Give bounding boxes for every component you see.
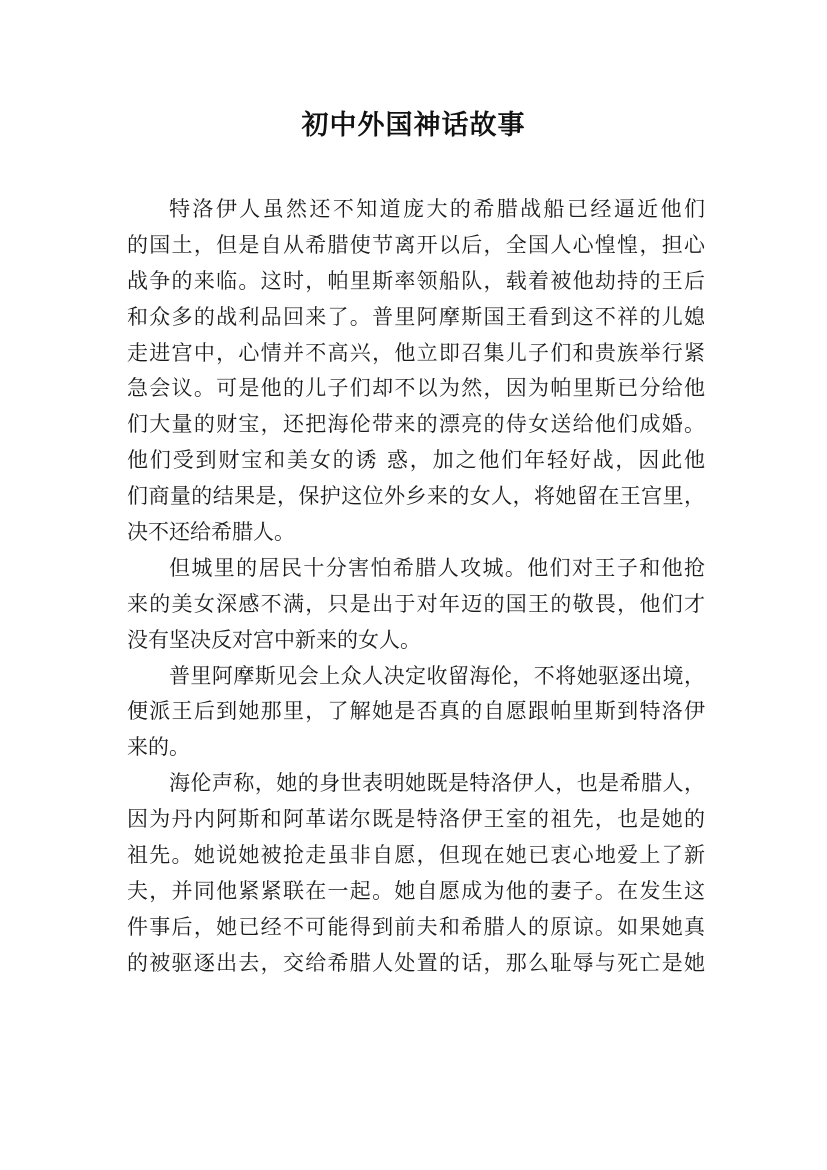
text-line: 战争的来临。这时，帕里斯率领船队，载着被他劫持的王后 [127, 268, 705, 293]
text-line: 特洛伊人虽然还不知道庞大的希腊战船已经逼近他们 [169, 197, 705, 221]
text-line: 决不还给希腊人。 [127, 520, 295, 545]
text-line: 们大量的财宝，还把海伦带来的漂亮的侍女送给他们成婚。 [127, 412, 705, 437]
text-line: 他们受到财宝和美女的诱 惑，加之他们年轻好战，因此他 [127, 448, 705, 473]
text-line: 祖先。她说她被抢走虽非自愿，但现在她已衷心地爱上了新 [127, 843, 705, 868]
text-line: 件事后，她已经不可能得到前夫和希腊人的原谅。如果她真 [127, 914, 705, 939]
text-line: 但城里的居民十分害怕希腊人攻城。他们对王子和他抢 [169, 555, 705, 580]
text-line: 们商量的结果是，保护这位外乡来的女人，将她留在王宫里， [127, 484, 705, 509]
text-line: 夫，并同他紧紧联在一起。她自愿成为他的妻子。在发生这 [127, 878, 705, 903]
text-line: 没有坚决反对宫中新来的女人。 [127, 627, 421, 652]
text-line: 便派王后到她那里，了解她是否真的自愿跟帕里斯到特洛伊 [127, 699, 705, 724]
text-line: 因为丹内阿斯和阿革诺尔既是特洛伊王室的祖先，也是她的 [127, 807, 705, 832]
text-line: 来的美女深感不满，只是出于对年迈的国王的敬畏，他们才 [127, 591, 705, 616]
text-line: 走进宫中，心情并不高兴，他立即召集儿子们和贵族举行紧 [127, 340, 705, 365]
text-line: 普里阿摩斯见会上众人决定收留海伦，不将她驱逐出境， [169, 663, 705, 688]
text-line: 来的。 [127, 735, 190, 760]
document-body [127, 192, 705, 982]
text-line: 的国土，但是自从希腊使节离开以后，全国人心惶惶，担心 [127, 232, 705, 257]
text-line: 急会议。可是他的儿子们却不以为然，因为帕里斯已分给他 [127, 376, 705, 401]
text-line: 的被驱逐出去，交给希腊人处置的话，那么耻辱与死亡是她 [127, 950, 705, 975]
text-line: 和众多的战利品回来了。普里阿摩斯国王看到这不祥的儿媳 [127, 304, 705, 329]
document-title: 初中外国神话故事 [301, 110, 526, 141]
text-line: 海伦声称，她的身世表明她既是特洛伊人，也是希腊人， [169, 771, 705, 796]
